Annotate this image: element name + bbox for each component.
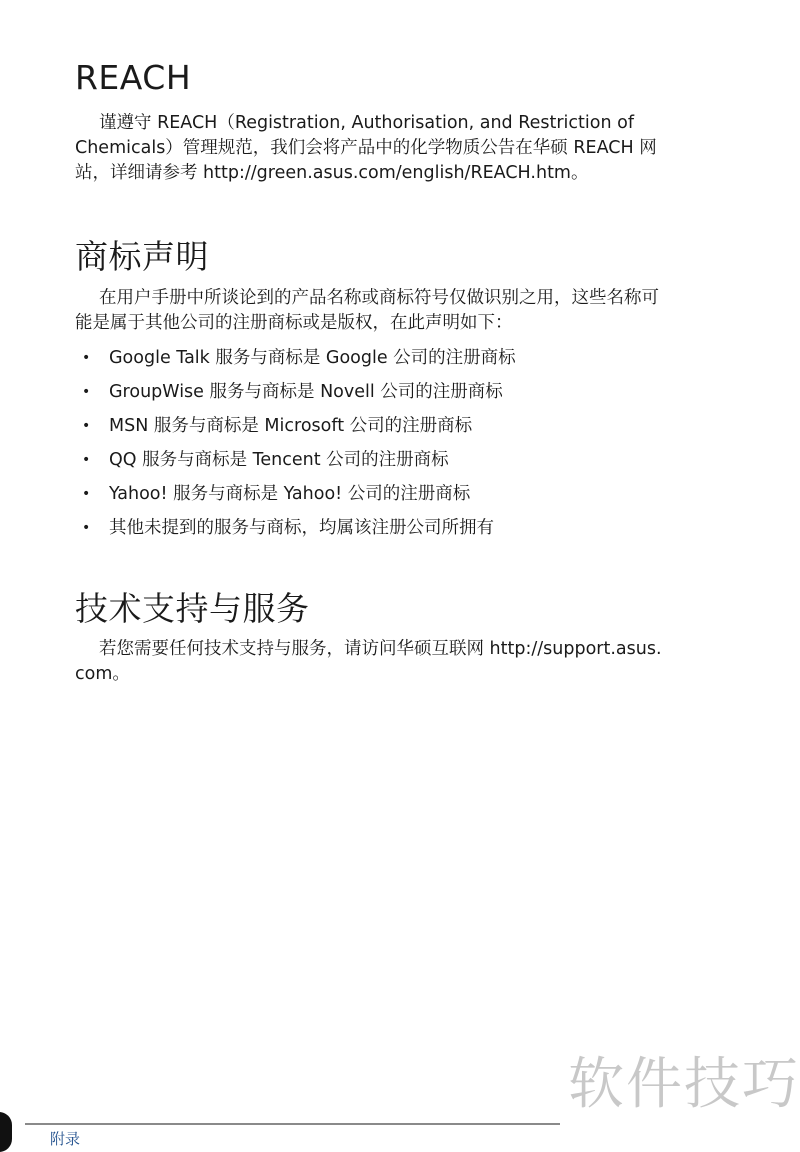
list-item-text: MSN 服务与商标是 Microsoft 公司的注册商标 [109, 416, 473, 436]
list-item [75, 343, 516, 377]
reach-paragraph-line: Chemicals）管理规范，我们会将产品中的化学物质公告在华硕 REACH 网 [75, 138, 657, 158]
trademark-paragraph [75, 286, 720, 336]
page-tab-marker [0, 1112, 12, 1152]
support-heading: 技术支持与服务 [75, 589, 310, 628]
watermark: 软件技巧 [568, 1052, 800, 1117]
list-item-text: GroupWise 服务与商标是 Novell 公司的注册商标 [109, 382, 503, 402]
support-paragraph-line: 若您需要任何技术支持与服务，请访问华硕互联网 http://support.asus. [99, 639, 662, 659]
reach-paragraph-line: 站，详细请参考 http://green.asus.com/english/REACH.htm。 [75, 163, 589, 183]
list-item-text: Yahoo! 服务与商标是 Yahoo! 公司的注册商标 [109, 484, 471, 504]
list-item [75, 377, 516, 411]
list-item [75, 445, 516, 479]
trademark-paragraph-line: 能是属于其他公司的注册商标或是版权，在此声明如下： [75, 313, 513, 333]
footer-section-label: 附录 [50, 1130, 81, 1148]
footer-divider [25, 1123, 560, 1125]
bullet-icon: • [82, 418, 91, 434]
support-paragraph [75, 637, 720, 687]
list-item [75, 513, 516, 547]
list-item-text: 其他未提到的服务与商标，均属该注册公司所拥有 [109, 518, 494, 538]
bullet-icon: • [82, 350, 91, 366]
list-item [75, 479, 516, 513]
bullet-icon: • [82, 486, 91, 502]
list-item [75, 411, 516, 445]
trademark-paragraph-line: 在用户手册中所谈论到的产品名称或商标符号仅做识别之用，这些名称可 [99, 288, 659, 308]
reach-heading: REACH [75, 58, 192, 97]
list-item-text: QQ 服务与商标是 Tencent 公司的注册商标 [109, 450, 449, 470]
bullet-icon: • [82, 384, 91, 400]
reach-paragraph [75, 111, 720, 186]
bullet-icon: • [82, 452, 91, 468]
trademark-heading: 商标声明 [75, 237, 209, 276]
support-paragraph-line: com。 [75, 664, 130, 684]
list-item-text: Google Talk 服务与商标是 Google 公司的注册商标 [109, 348, 516, 368]
bullet-icon: • [82, 520, 91, 536]
reach-paragraph-line: 谨遵守 REACH（Registration, Authorisation, and Restriction of [99, 113, 634, 133]
trademark-list [75, 343, 516, 547]
